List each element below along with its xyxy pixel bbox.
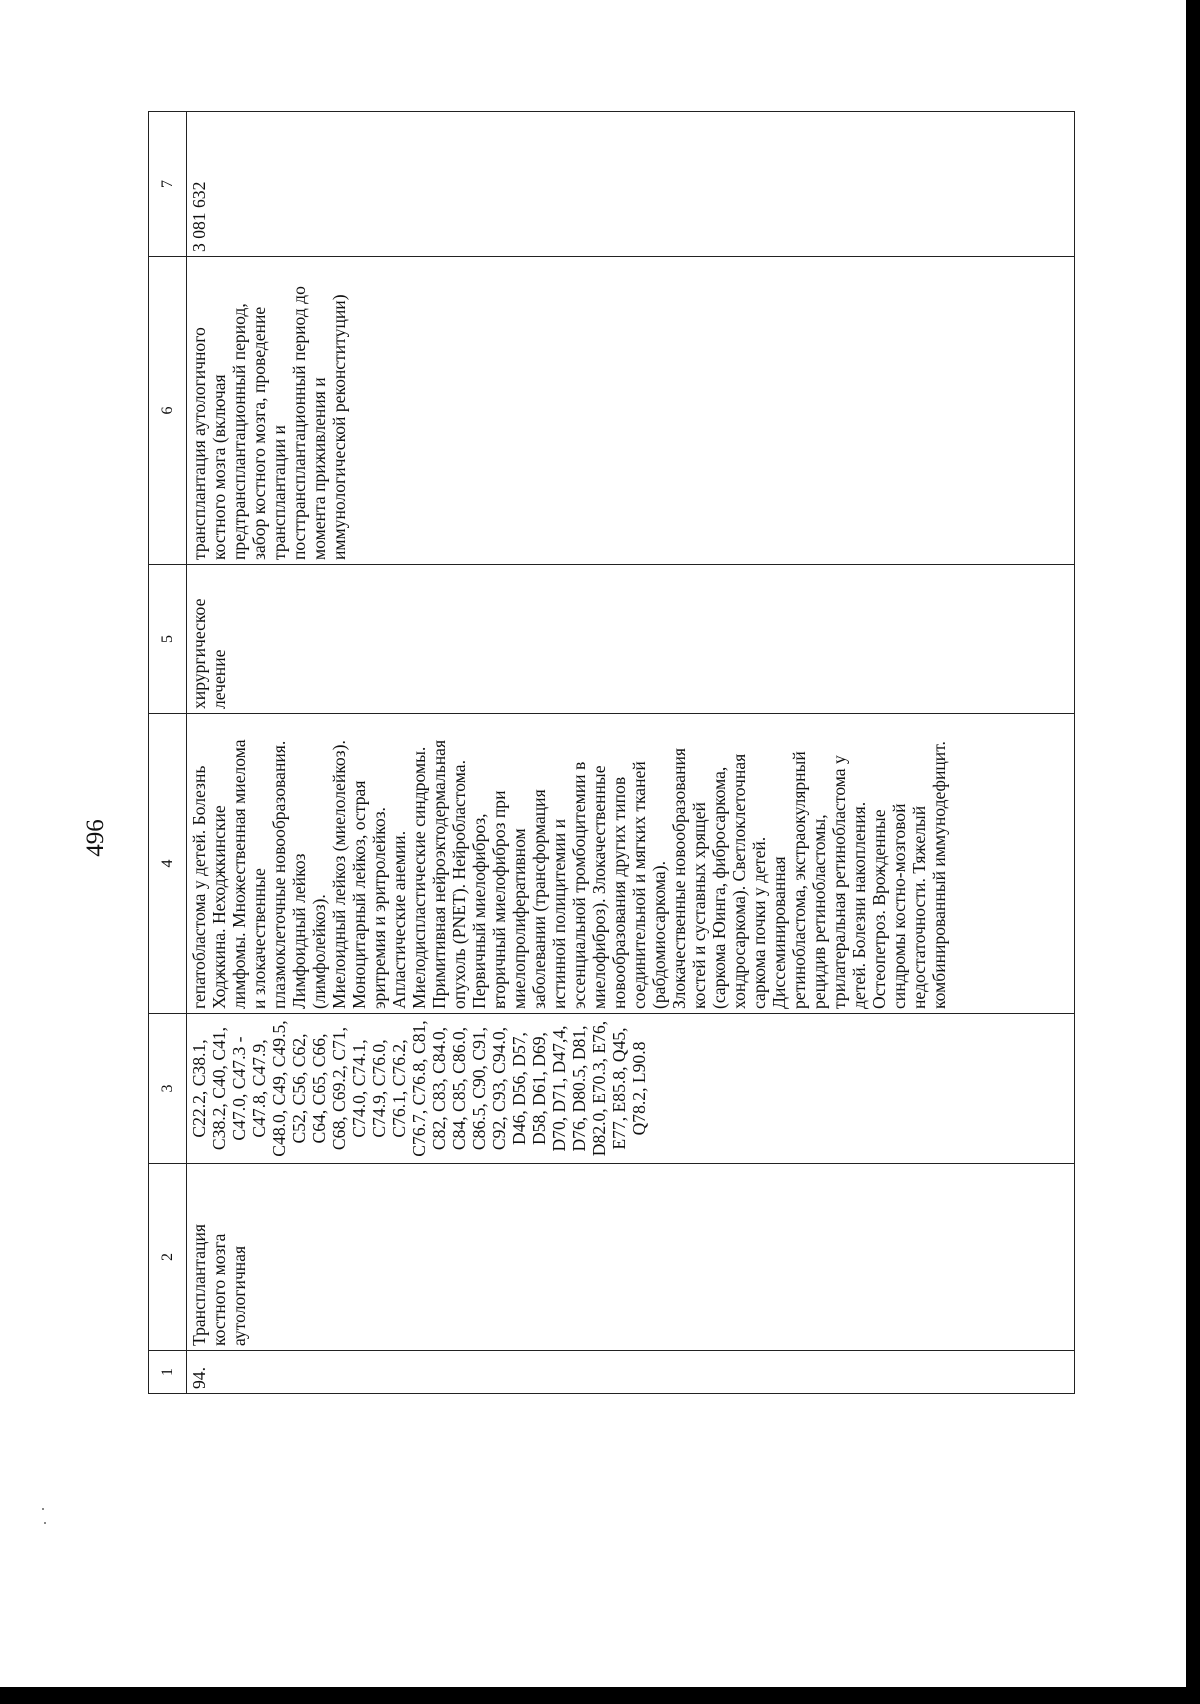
- disease-line: Миелодиспластические синдромы.: [409, 746, 429, 1009]
- scan-border-right: [1186, 0, 1200, 1704]
- page-number: 496: [82, 819, 109, 857]
- disease-line: Диссеминированная: [769, 856, 789, 1009]
- disease-line: опухоль (PNET). Нейробластома.: [449, 760, 469, 1009]
- header-cell-6: 6: [149, 257, 187, 565]
- disease-line: недостаточности. Тяжелый: [909, 805, 929, 1009]
- disease-line: Ходжкина. Неходжкинские: [209, 805, 229, 1009]
- rotated-table-container: [148, 112, 1072, 1394]
- header-cell-2: 2: [149, 1164, 187, 1351]
- table-header-row: [149, 112, 187, 1394]
- header-cell-4: 4: [149, 714, 187, 1014]
- row-number-cell: 94.: [187, 1351, 1075, 1394]
- disease-line: (саркома Юинга, фибросаркома,: [709, 766, 729, 1009]
- disease-line: саркома почки у детей.: [749, 836, 769, 1009]
- disease-line: комбинированный иммунодефицит.: [929, 741, 949, 1009]
- disease-line: костей и суставных хрящей: [689, 802, 709, 1009]
- disease-line: Лимфоидный лейкоз: [289, 853, 309, 1009]
- disease-line: трилатеральная ретинобластома у: [829, 755, 849, 1009]
- disease-line: (лимфолейкоз).: [309, 894, 329, 1009]
- medical-services-table: [148, 111, 1075, 1394]
- disease-line: ретинобластома, экстраокулярный: [789, 751, 809, 1009]
- disease-line: заболевании (трансформация: [529, 789, 549, 1009]
- treatment-method-cell: трансплантация аутологичного костного мозга (включая предтрансплантационный период, забор костного мозга, проведение трансплантации и посттрансплантационный период до момента приживления и иммунологической реконституции): [187, 257, 1075, 565]
- scan-speck: [44, 1522, 46, 1524]
- cost-cell: 3 081 632: [187, 112, 1075, 257]
- scan-border-bottom: [0, 1687, 1200, 1704]
- disease-line: гепатобластома у детей. Болезнь: [189, 765, 209, 1009]
- disease-line: Примитивная нейроэктодермальная: [429, 739, 449, 1009]
- disease-line: Апластические анемии.: [389, 830, 409, 1009]
- disease-line: и злокачественные: [249, 868, 269, 1009]
- disease-line: эссенциальной тромбоцитемии в: [569, 761, 589, 1009]
- disease-line: (рабдомиосаркома).: [649, 860, 669, 1009]
- header-cell-7: 7: [149, 112, 187, 257]
- service-name-cell: Трансплантация костного мозга аутологичная: [187, 1164, 1075, 1351]
- disease-line: детей. Болезни накопления.: [849, 801, 869, 1009]
- disease-line: плазмоклеточные новообразования.: [269, 740, 289, 1009]
- header-cell-3: 3: [149, 1014, 187, 1164]
- scan-speck: [42, 1508, 44, 1510]
- treatment-type-cell: хирургическое лечение: [187, 565, 1075, 714]
- disease-line: хондросаркома). Светлоклеточная: [729, 753, 749, 1009]
- disease-line: вторичный миелофиброз при: [489, 790, 509, 1009]
- disease-line: миелофиброз). Злокачественные: [589, 765, 609, 1009]
- disease-line: синдромы костно-мозговой: [889, 803, 909, 1009]
- disease-line: Злокачественные новообразования: [669, 747, 689, 1009]
- table-row: [187, 112, 1075, 1394]
- disease-line: соединительной и мягких тканей: [629, 761, 649, 1009]
- disease-line: Моноцитарный лейкоз, острая: [349, 780, 369, 1009]
- disease-line: истинной полицитемии и: [549, 818, 569, 1009]
- icd-codes-cell: C22.2, C38.1, C38.2, C40, C41, C47.0, C47.3 - C47.8, C47.9, C48.0, C49, C49.5, C52, C56, C62, C64, C65, C66, C68, C69.2, C71, C74.0, C74.1, C74.9, C76.0, C76.1, C76.2, C76.7, C76.8, C81, C82, C83, C84.0, C84, C85, C86.0, C86.5, C90, C91, C92, C93, C94.0, D46, D56, D57, D58, D61, D69, D70, D71, D47,4, D76, D80.5, D81, D82.0, E70.3, E76, E77, E85.8, Q45, Q78.2, L90.8: [187, 1014, 1075, 1164]
- disease-line: миелопролиферативном: [509, 828, 529, 1009]
- disease-line: эритремия и эритролейкоз.: [369, 807, 389, 1009]
- disease-line: Первичный миелофиброз,: [469, 813, 489, 1009]
- disease-line: лимфомы. Множественная миелома: [229, 739, 249, 1009]
- header-cell-5: 5: [149, 565, 187, 714]
- page-number-wrapper: [82, 819, 109, 857]
- disease-line: рецидив ретинобластомы,: [809, 814, 829, 1009]
- diseases-cell: [187, 714, 1075, 1014]
- disease-line: новообразования других типов: [609, 776, 629, 1009]
- header-cell-1: 1: [149, 1351, 187, 1394]
- disease-line: Миелоидный лейкоз (миелолейкоз).: [329, 740, 349, 1009]
- disease-line: Остеопетроз. Врожденные: [869, 809, 889, 1009]
